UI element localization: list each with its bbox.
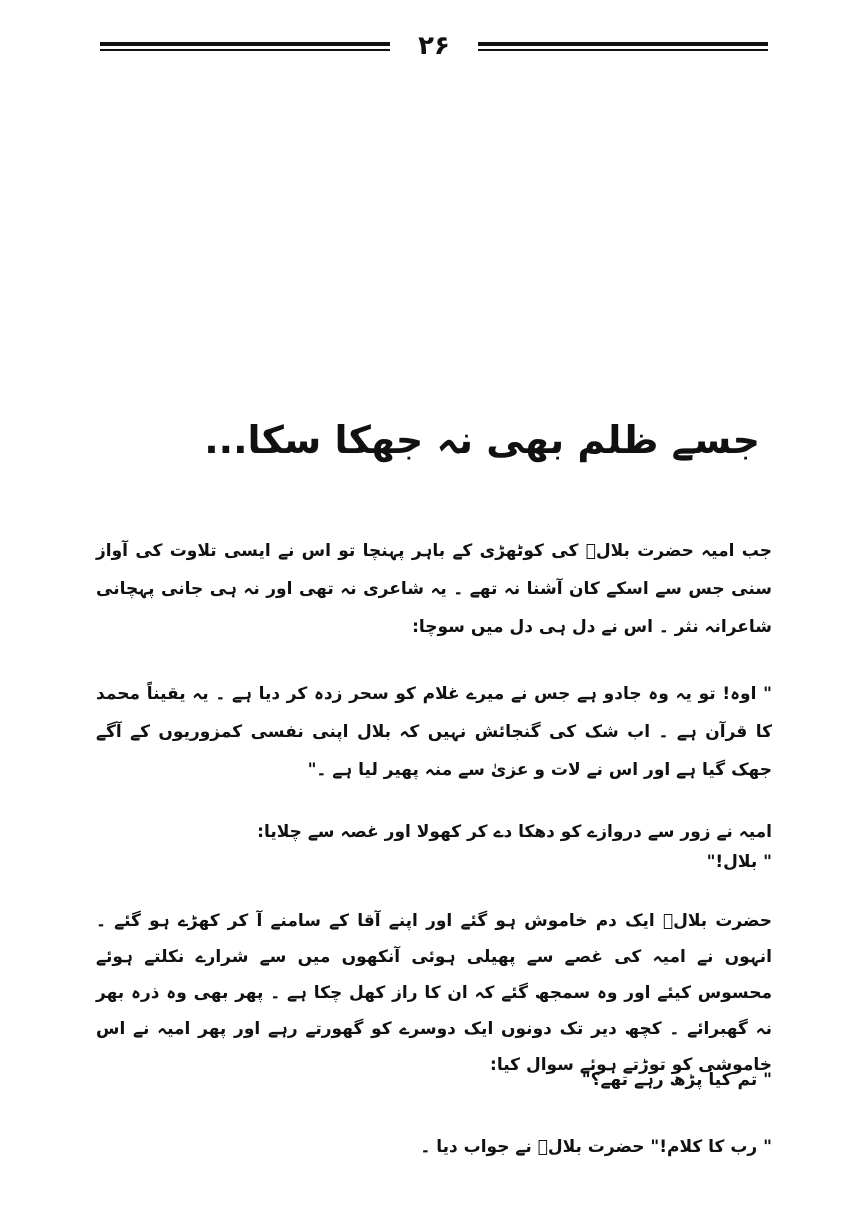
paragraph-1: جب امیہ حضرت بلالؓ کی کوٹھڑی کے باہر پہنچا تو اس نے ایسی تلاوت کی آواز سنی جس سے اسکے کان آشنا نہ تھے ۔ یہ شاعری نہ تھی اور نہ ہی جانی پہچانی شاعرانہ نثر ۔ اس نے دل ہی دل میں سوچا: — [96, 541, 772, 637]
header-rule-left — [100, 42, 390, 51]
paragraph-3: امیہ نے زور سے دروازے کو دھکا دے کر کھولا اور غصہ سے چلایا: — [257, 822, 772, 842]
paragraph-2-quote: " اوہ! تو یہ وہ جادو ہے جس نے میرے غلام کو سحر زدہ کر دیا ہے ۔ یہ یقیناً محمد کا قرآن ہے ۔ اب شک کی گنجائش نہیں کہ بلال اپنی نفسی کمزوریوں کے آگے جھک گیا ہے اور اس نے لات و عزیٰ سے منہ پھیر لیا ہے ۔" — [96, 684, 772, 780]
paragraph-6-quote: " تم کیا پڑھ رہے تھے؟" — [581, 1070, 772, 1090]
header-rule-right — [478, 42, 768, 51]
page-header — [100, 30, 768, 64]
page-number: ۲۶ — [418, 31, 450, 61]
chapter-title: جسے ظلم بھی نہ جھکا سکا... — [204, 418, 760, 462]
paragraph-5: حضرت بلالؓ ایک دم خاموش ہو گئے اور اپنے آقا کے سامنے آ کر کھڑے ہو گئے ۔ انہوں نے امیہ کی غصے سے پھیلی ہوئی آنکھوں میں سے شرارے نکلتے ہوئے محسوس کیئے اور وہ سمجھ گئے کہ ان کا راز کھل چکا ہے ۔ پھر بھی وہ ذرہ بھر نہ گھبرائے ۔ کچھ دیر تک دونوں ایک دوسرے کو گھورتے رہے اور پھر امیہ نے اس خاموشی کو توڑتے ہوئے سوال کیا: — [96, 911, 772, 1075]
paragraph-4-quote: " بلال!" — [706, 852, 772, 872]
paragraph-7-quote: " رب کا کلام!" حضرت بلالؓ نے جواب دیا ۔ — [420, 1137, 772, 1157]
